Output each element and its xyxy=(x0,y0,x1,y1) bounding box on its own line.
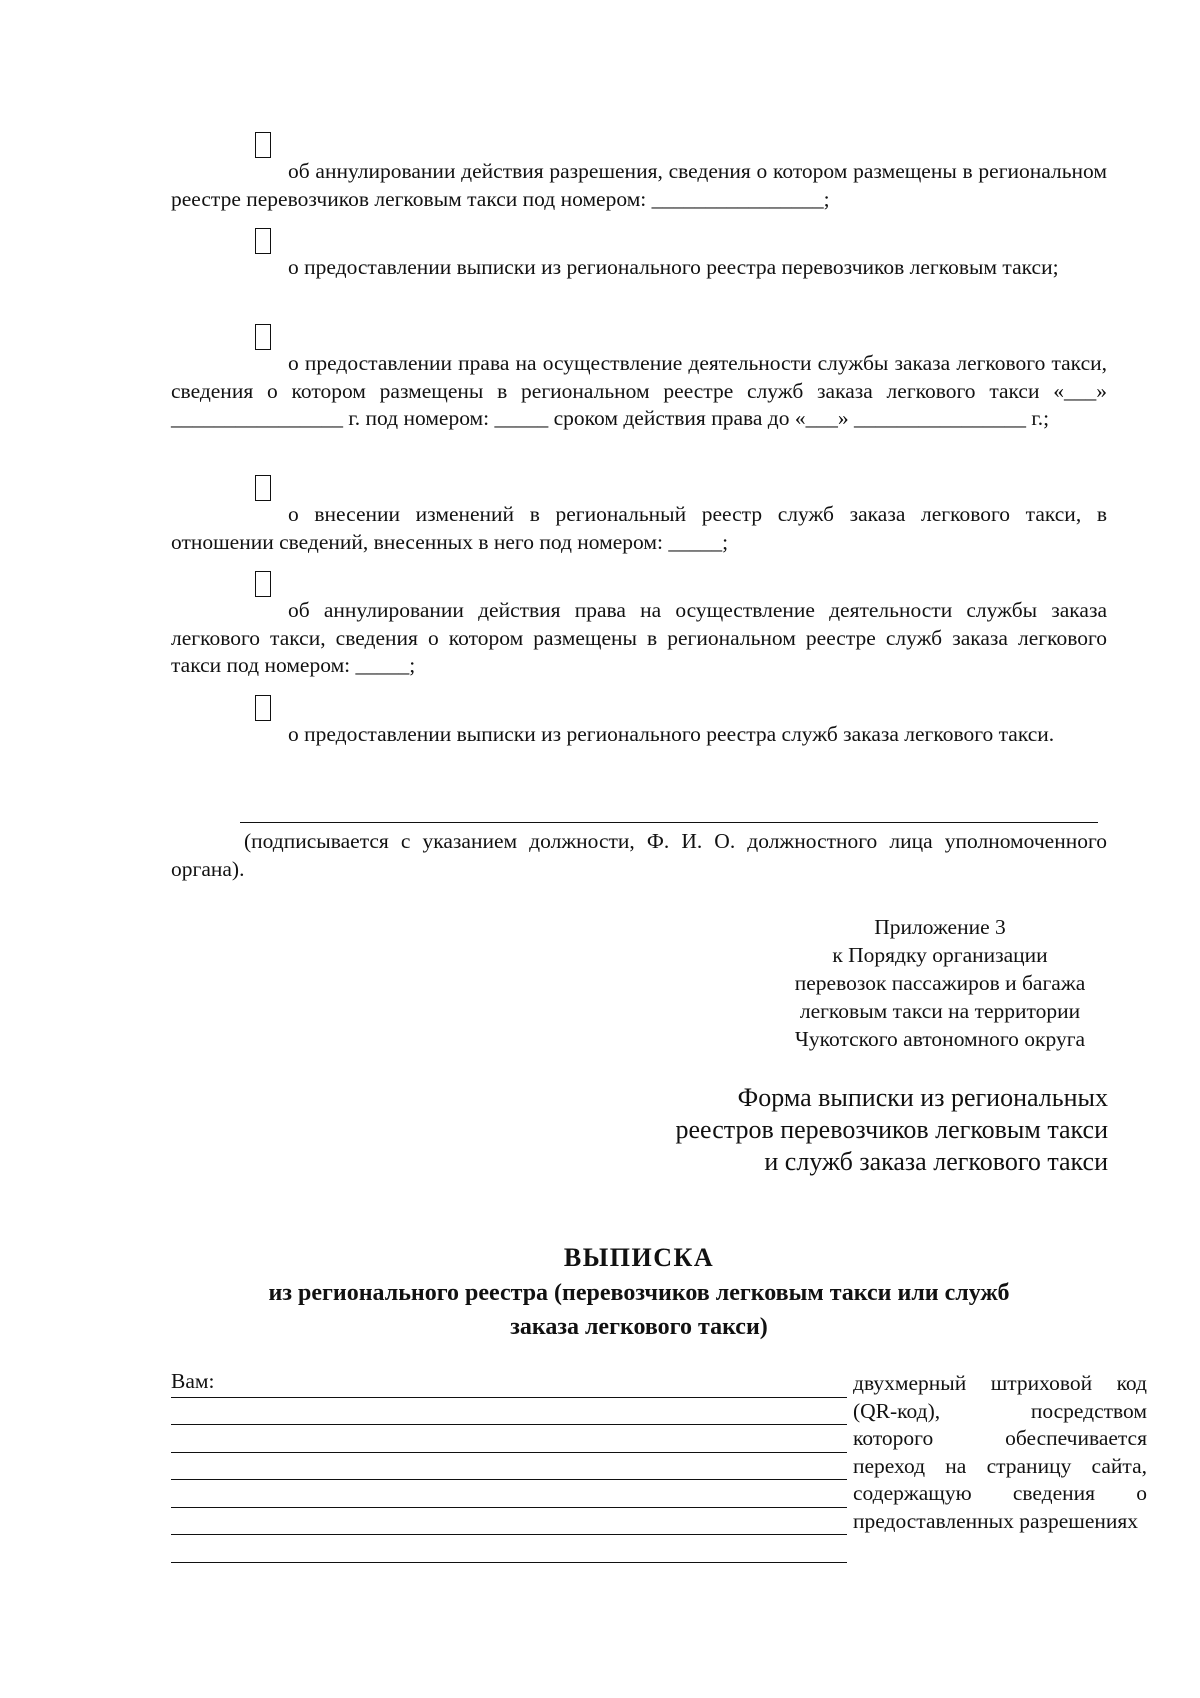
recipient-line[interactable] xyxy=(171,1453,847,1481)
checkbox-extract-carriers[interactable] xyxy=(255,228,271,254)
recipient-line[interactable] xyxy=(171,1398,847,1426)
checklist-item-extract-carriers: о предоставлении выписки из регионального реестра перевозчиков легковым такси; xyxy=(288,255,1059,279)
form-title-line: Форма выписки из региональных xyxy=(737,1083,1108,1112)
appendix-line: Чукотского автономного округа xyxy=(794,1027,1086,1051)
checklist-item-grant-right: о предоставлении права на осуществление деятельности службы заказа легкового такси, сведения о котором размещены в региональном реестре служб заказа легкового такси «___» ________________ г. под номером: _____ сроком действия права до «___» ________________ г.; xyxy=(171,351,1107,430)
checklist-item-annul-permit: об аннулировании действия разрешения, сведения о котором размещены в региональном реестре перевозчиков легковым такси под номером: ________________; xyxy=(171,159,1107,211)
recipient-line[interactable] xyxy=(171,1535,847,1563)
recipient-line[interactable] xyxy=(171,1425,847,1453)
qr-code-note: двухмерный штриховой код (QR-код), посредством которого обеспечивается переход на страницу сайта, содержащую сведения о предоставленных разрешениях xyxy=(853,1371,1147,1533)
checkbox-amend-registry[interactable] xyxy=(255,475,271,501)
checkbox-extract-services[interactable] xyxy=(255,695,271,721)
appendix-line: к Порядку организации xyxy=(832,943,1048,967)
checklist-item-annul-right: об аннулировании действия права на осуществление деятельности службы заказа легкового такси, сведения о котором размещены в региональном реестре служб заказа легкового такси под номером: _____; xyxy=(171,598,1107,677)
document-title xyxy=(171,1240,1107,1344)
checklist-item-amend-registry: о внесении изменений в региональный реестр служб заказа легкового такси, в отношении сведений, внесенных в него под номером: _____; xyxy=(171,502,1107,554)
recipient-line[interactable] xyxy=(171,1480,847,1508)
recipient-label: Вам: xyxy=(171,1368,217,1396)
recipient-line[interactable] xyxy=(171,1508,847,1536)
signature-caption: (подписывается с указанием должности, Ф. И. О. должностного лица уполномоченного органа). xyxy=(171,829,1107,881)
document-title-subtitle: заказа легкового такси) xyxy=(510,1314,768,1340)
appendix-line: перевозок пассажиров и багажа xyxy=(794,971,1086,995)
form-title-line: реестров перевозчиков легковым такси xyxy=(675,1115,1108,1144)
appendix-line: легковым такси на территории xyxy=(799,999,1081,1023)
checklist-item-extract-services: о предоставлении выписки из регионального реестра служб заказа легкового такси. xyxy=(288,722,1055,746)
appendix-header xyxy=(760,913,1120,1053)
signature-line xyxy=(240,822,1098,823)
form-title-line: и служб заказа легкового такси xyxy=(764,1147,1108,1176)
document-title-subtitle: из регионального реестра (перевозчиков легковым такси или служб xyxy=(268,1280,1010,1306)
appendix-line: Приложение 3 xyxy=(874,915,1006,939)
recipient-line[interactable] xyxy=(171,1370,847,1398)
checkbox-grant-right[interactable] xyxy=(255,324,271,350)
checkbox-annul-right[interactable] xyxy=(255,571,271,597)
recipient-field xyxy=(171,1370,847,1563)
checkbox-annul-permit[interactable] xyxy=(255,132,271,158)
document-title-main: ВЫПИСКА xyxy=(563,1243,715,1272)
form-title xyxy=(676,1082,1109,1178)
